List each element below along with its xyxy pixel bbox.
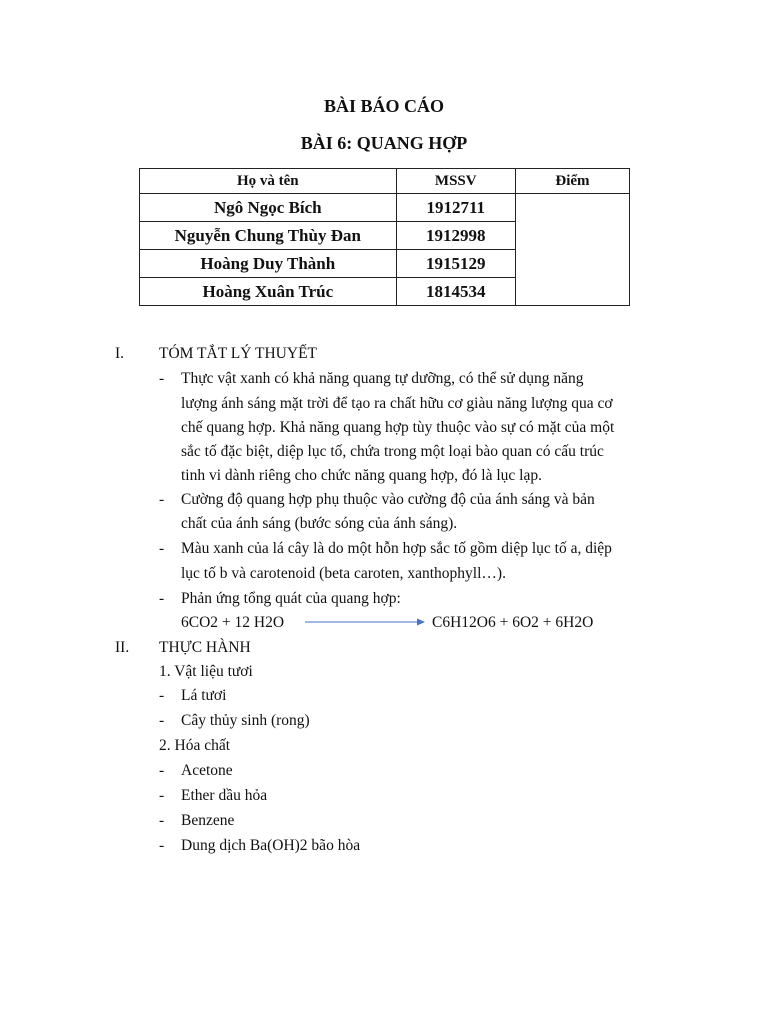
subsection-materials: 1. Vật liệu tươi [159,663,253,680]
bullet1-line: lượng ánh sáng mặt trời để tạo ra chất hữu cơ giàu năng lượng qua cơ [181,395,613,412]
list-item: Dung dịch Ba(OH)2 bão hòa [181,837,361,854]
header-score: Điểm [515,169,629,194]
reaction-products: C6H12O6 + 6O2 + 6H2O [432,614,594,631]
bullet3-line: Màu xanh của lá cây là do một hỗn hợp sắc tố gồm diệp lục tố a, diệp [181,540,612,557]
bullet1-line: sắc tố đặc biệt, diệp lục tố, chứa trong một loại bào quan có cấu trúc [181,443,604,460]
list-item: Acetone [181,762,233,779]
bullet-dash: - [159,787,165,804]
bullet1-line: Thực vật xanh có khả năng quang tự dưỡng, có thể sử dụng năng [181,370,584,387]
list-item: Benzene [181,812,235,829]
lab-title: BÀI 6: QUANG HỢP [300,133,468,153]
bullet-dash: - [159,812,165,829]
section1-heading: TÓM TẮT LÝ THUYẾT [159,345,318,362]
list-item: Cây thủy sinh (rong) [181,712,310,729]
bullet-dash: - [159,762,165,779]
reaction-arrow-icon [305,615,425,629]
bullet-dash: - [159,491,165,508]
member-name: Nguyễn Chung Thùy Đan [140,222,397,250]
bullet-dash: - [159,540,165,557]
member-name: Ngô Ngọc Bích [140,194,397,222]
list-item: Ether dầu hỏa [181,787,268,804]
bullet-dash: - [159,712,165,729]
bullet-dash: - [159,370,165,387]
score-cell [515,194,629,306]
member-mssv: 1912711 [396,194,515,222]
reaction-reactants: 6CO2 + 12 H2O [181,614,285,631]
bullet2-line: chất của ánh sáng (bước sóng của ánh sáng). [181,515,458,532]
table-header-row [140,169,630,194]
member-name: Hoàng Xuân Trúc [140,278,397,306]
member-name: Hoàng Duy Thành [140,250,397,278]
bullet-dash: - [159,687,165,704]
bullet-dash: - [159,590,165,607]
bullet4-line: Phản ứng tổng quát của quang hợp: [181,590,401,607]
bullet1-line: tinh vi dành riêng cho chức năng quang hợp, đó là lục lạp. [181,467,542,484]
members-table [139,168,630,306]
bullet-dash: - [159,837,165,854]
subsection-chemicals: 2. Hóa chất [159,737,231,754]
bullet1-line: chế quang hợp. Khả năng quang hợp tùy thuộc vào sự có mặt của một [181,419,615,436]
member-mssv: 1912998 [396,222,515,250]
section2-heading: THỰC HÀNH [159,639,251,656]
table-row [140,194,630,222]
section1-numeral: I. [115,345,125,362]
report-title: BÀI BÁO CÁO [323,96,444,116]
bullet3-line: lục tố b và carotenoid (beta caroten, xanthophyll…). [181,565,506,582]
bullet2-line: Cường độ quang hợp phụ thuộc vào cường độ của ánh sáng và bản [181,491,595,508]
member-mssv: 1814534 [396,278,515,306]
member-mssv: 1915129 [396,250,515,278]
section2-numeral: II. [115,639,130,656]
header-name: Họ và tên [140,169,397,194]
header-mssv: MSSV [396,169,515,194]
list-item: Lá tươi [181,687,227,704]
